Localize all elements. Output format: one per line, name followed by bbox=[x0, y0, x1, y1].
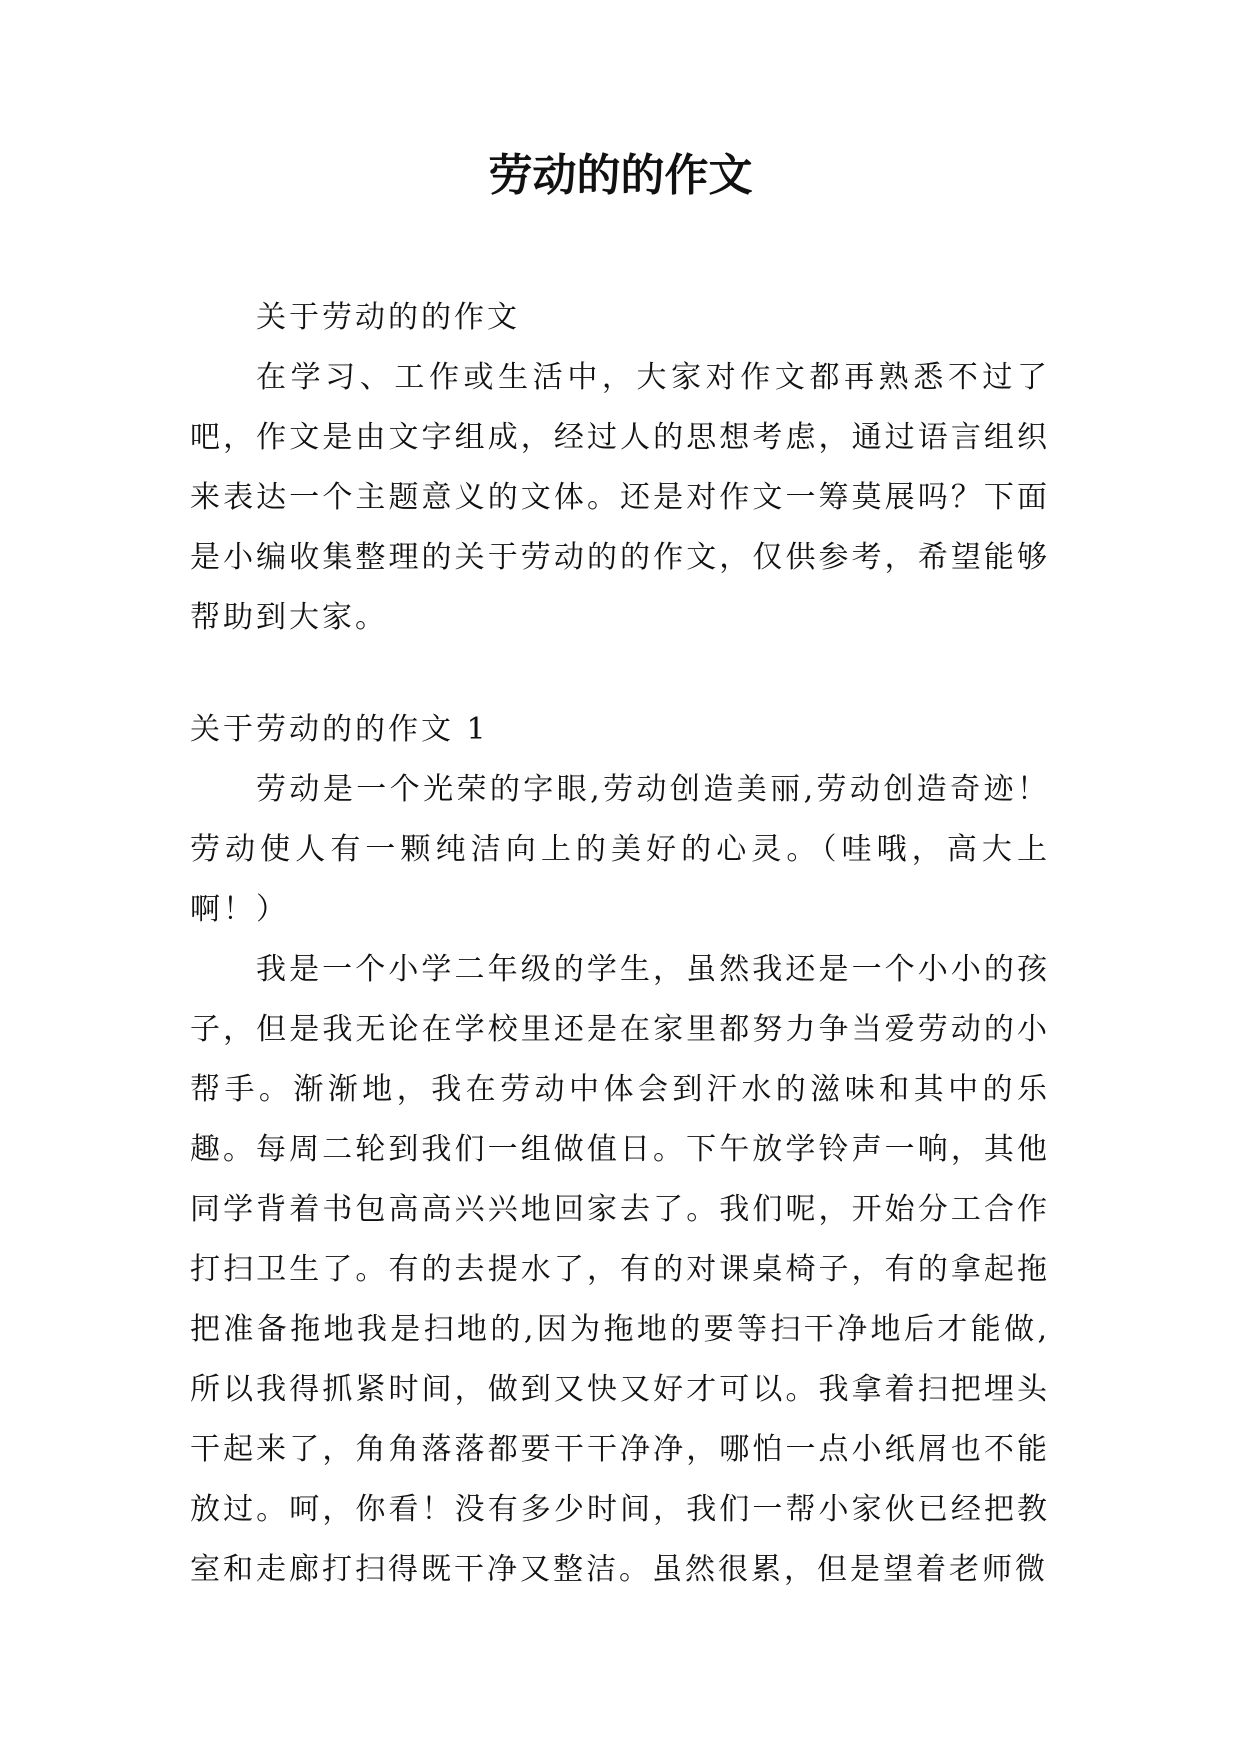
body-paragraph: 我是一个小学二年级的学生，虽然我还是一个小小的孩子，但是我无论在学校里还是在家里都努力争当爱劳动的小帮手。渐渐地，我在劳动中体会到汗水的滋味和其中的乐趣。 bbox=[190, 952, 1050, 1167]
section-heading: 关于劳动的的作文 1 bbox=[190, 712, 489, 747]
document-title: 劳动的的作文 bbox=[488, 150, 753, 201]
document-subheading: 关于劳动的的作文 bbox=[256, 300, 520, 335]
body-paragraph: 劳动是一个光荣的字眼,劳动创造美丽,劳动创造奇迹！劳动使人有一颗纯洁向上的美好的心灵。（哇哦，高大上啊！） bbox=[190, 772, 1050, 927]
intro-paragraph: 在学习、工作或生活中，大家对作文都再熟悉不过了吧，作文是由文字组成，经过人的思想考虑，通过语言组织来表达一个主题意义的文体。还是对作文一筹莫展吗？下面是小编收集整理的关于劳动的的作文，仅供参考，希望能够帮助到大家。 bbox=[190, 360, 1050, 635]
body-paragraph: 每周二轮到我们一组做值日。下午放学铃声一响，其他同学背着书包高高兴兴地回家去了。我们呢，开始分工合作打扫卫生了。有的去提水了，有的对课桌椅子，有的拿起拖把准备拖地我是扫地的,因为拖地的要等扫干净地后才能做,所以我得抓紧时间，做到又快又好才可以。我拿着扫把埋头干起来了，角角落落都要干干净净，哪怕一点小纸屑也不能放过。呵，你看！没有多少时间，我们一帮小家伙已经把教室和走廊打扫得既干净又整洁。虽然很累，但是望着老师微 bbox=[190, 1132, 1050, 1587]
